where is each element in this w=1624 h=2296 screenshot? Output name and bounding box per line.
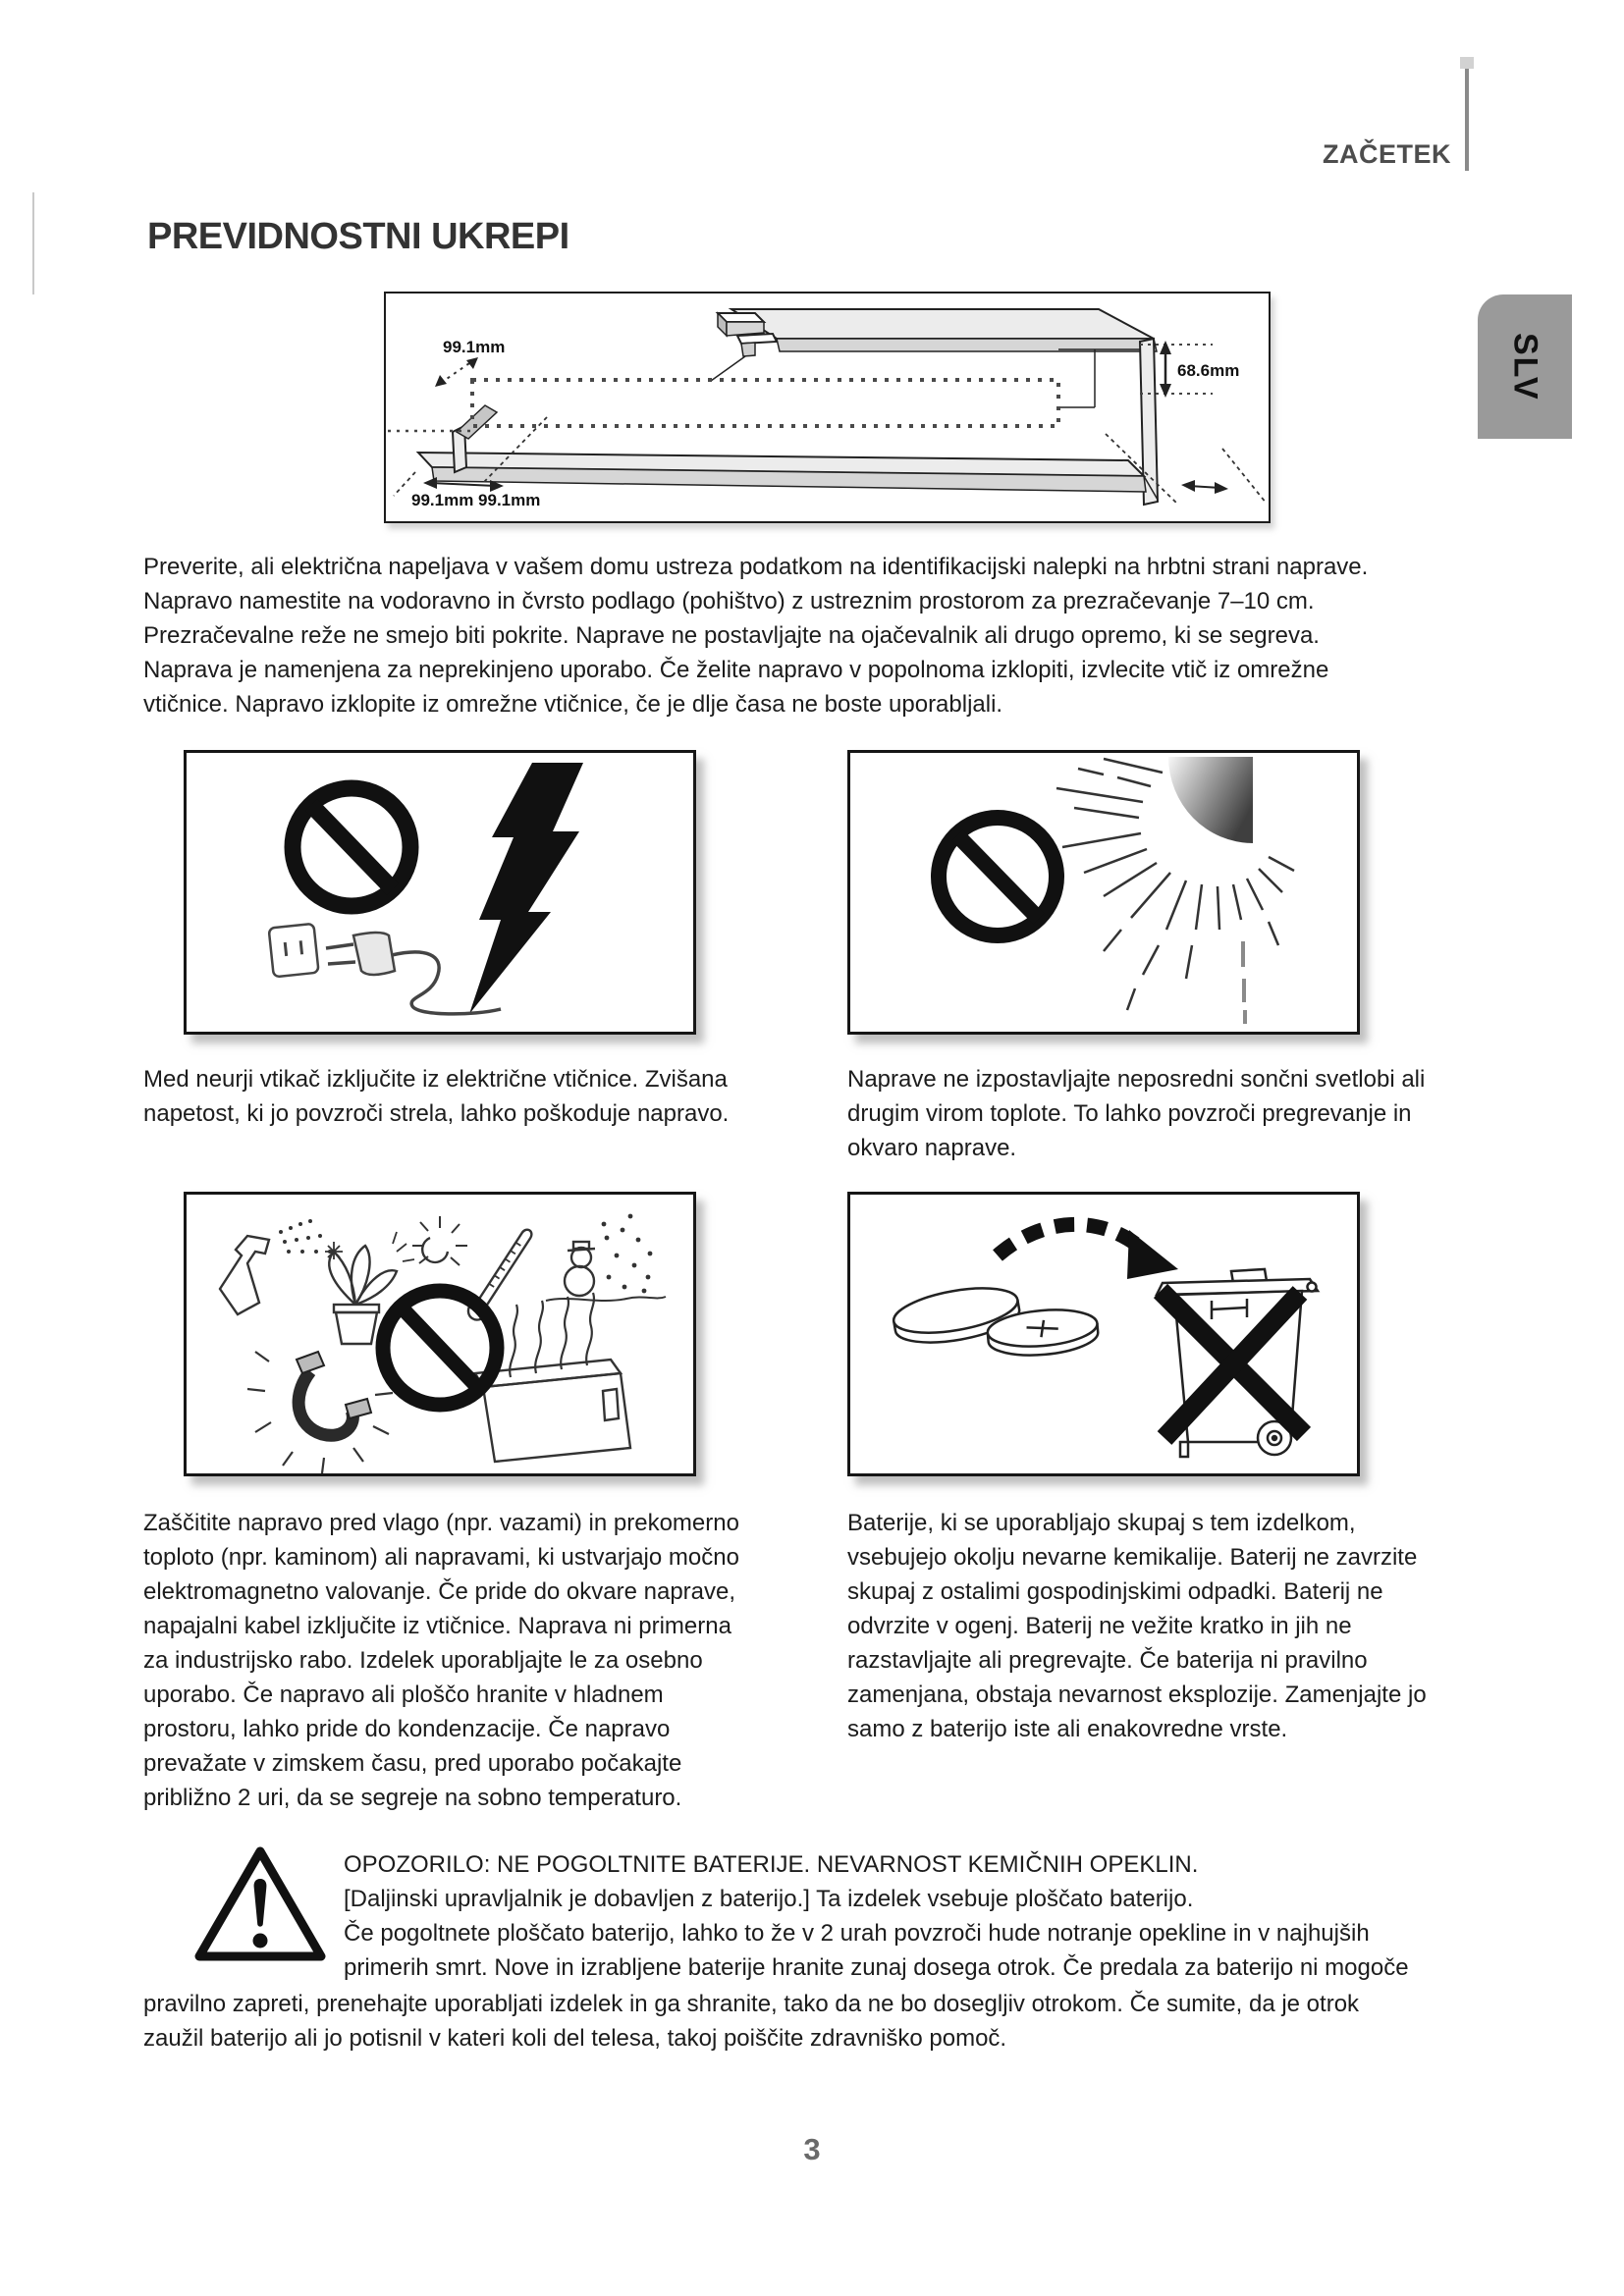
left-edge-mark bbox=[32, 192, 34, 294]
no-moisture-heat-magnetism-icon bbox=[187, 1195, 693, 1473]
notice-line: [Daljinski upravljalnik je dobavljen z baterijo.] Ta izdelek vsebuje ploščato baterijo. bbox=[344, 1886, 1194, 1912]
caption-line: zamenjana, obstaja nevarnost eksplozije. Zamenjajte jo bbox=[847, 1682, 1427, 1708]
intro-line: Preverite, ali električna napeljava v vašem domu ustreza podatkom na identifikacijski nalepki na hrbtni strani naprave. bbox=[143, 554, 1369, 580]
caption-line: samo z baterijo iste ali enakovredne vrste. bbox=[847, 1716, 1288, 1742]
notice-line: zaužil baterijo ali jo potisnil v kateri koli del telesa, takoj poiščite zdravniško pomoč. bbox=[143, 2025, 1007, 2052]
caption-line: Med neurji vtikač izključite iz električne vtičnice. Zvišana bbox=[143, 1066, 728, 1093]
page-number: 3 bbox=[803, 2132, 821, 2166]
page-header: ZAČETEK bbox=[1323, 139, 1451, 169]
mount-diagram-drawing bbox=[386, 294, 1269, 519]
intro-line: vtičnice. Napravo izklopite iz omrežne vtičnice, če je dlje časa ne boste uporabljali. bbox=[143, 691, 1003, 718]
intro-line: Prezračevalne reže ne smejo biti pokrite. Naprave ne postavljajte na ojačevalnik ali drugo opremo, ki se segreva. bbox=[143, 622, 1320, 649]
intro-line: Napravo namestite na vodoravno in čvrsto podlago (pohištvo) z ustreznim prostorom za prezračevanje 7–10 cm. bbox=[143, 588, 1315, 614]
caption-line: drugim virom toplote. To lahko povzroči pregrevanje in bbox=[847, 1100, 1412, 1127]
caption-line: prostoru, lahko pride do kondenzacije. Če napravo bbox=[143, 1716, 671, 1742]
warning-box-battery-disposal bbox=[847, 1192, 1360, 1476]
caption-line: napajalni kabel izključite iz vtičnice. Naprava ni primerna bbox=[143, 1613, 731, 1639]
header-rule-tip bbox=[1460, 57, 1474, 69]
caption-sunlight bbox=[847, 1062, 1425, 1165]
caption-line: približno 2 uri, da se segreje na sobno temperaturo. bbox=[143, 1785, 682, 1811]
caption-line: odvrzite v ogenj. Baterij ne vežite kratko in jih ne bbox=[847, 1613, 1352, 1639]
caption-line: toploto (npr. kaminom) ali napravami, ki ustvarjajo močno bbox=[143, 1544, 739, 1571]
warning-triangle-icon bbox=[191, 1843, 329, 1966]
caption-line: uporabo. Če napravo ali ploščo hranite v hladnem bbox=[143, 1682, 664, 1708]
language-tab-label: SLV bbox=[1506, 332, 1544, 401]
warning-box-sunlight bbox=[847, 750, 1360, 1035]
intro-paragraph bbox=[143, 550, 1368, 721]
language-tab bbox=[1478, 294, 1572, 439]
notice-line: pravilno zapreti, prenehajte uporabljati izdelek in ga shranite, tako da ne bo dosegljiv otrokom. Če sumite, da je otrok bbox=[143, 1991, 1360, 2017]
battery-warning-text-continued bbox=[143, 1987, 1359, 2056]
caption-line: Naprave ne izpostavljajte neposredni sončni svetlobi ali bbox=[847, 1066, 1426, 1093]
caption-line: prevažate v zimskem času, pred uporabo počakajte bbox=[143, 1750, 682, 1777]
dim-label-bottom: 99.1mm 99.1mm bbox=[411, 491, 541, 509]
notice-line: Če pogoltnete ploščato baterijo, lahko to že v 2 urah povzroči hude notranje opekline in v najhujših bbox=[344, 1920, 1370, 1947]
no-direct-sunlight-icon bbox=[850, 753, 1357, 1032]
notice-line: primerih smrt. Nove in izrabljene baterije hranite zunaj dosega otrok. Če predala za baterijo ni mogoče bbox=[344, 1954, 1409, 1981]
warning-box-storm bbox=[184, 750, 696, 1035]
warning-box-environment bbox=[184, 1192, 696, 1476]
dim-label-top: 99.1mm bbox=[443, 338, 506, 356]
caption-line: za industrijsko rabo. Izdelek uporabljajte le za osebno bbox=[143, 1647, 703, 1674]
caption-line: Zaščitite napravo pred vlago (npr. vazami) in prekomerno bbox=[143, 1510, 739, 1536]
caption-line: vsebujejo okolju nevarne kemikalije. Baterij ne zavrzite bbox=[847, 1544, 1418, 1571]
notice-line: OPOZORILO: NE POGOLTNITE BATERIJE. NEVARNOST KEMIČNIH OPEKLIN. bbox=[344, 1851, 1199, 1878]
mount-dimensions-diagram bbox=[384, 292, 1271, 523]
header-rule bbox=[1465, 69, 1469, 171]
caption-environment bbox=[143, 1506, 739, 1815]
page-title: PREVIDNOSTNI UKREPI bbox=[147, 216, 569, 257]
caption-line: Baterije, ki se uporabljajo skupaj s tem izdelkom, bbox=[847, 1510, 1356, 1536]
caption-line: razstavljajte ali pregrevajte. Če baterija ni pravilno bbox=[847, 1647, 1368, 1674]
caption-battery bbox=[847, 1506, 1427, 1746]
dim-label-right: 68.6mm bbox=[1177, 361, 1240, 380]
caption-line: napetost, ki jo povzroči strela, lahko poškoduje napravo. bbox=[143, 1100, 730, 1127]
no-lightning-unplug-icon bbox=[187, 753, 693, 1032]
caption-line: elektromagnetno valovanje. Če pride do okvare naprave, bbox=[143, 1578, 736, 1605]
intro-line: Naprava je namenjena za neprekinjeno uporabo. Če želite napravo v popolnoma izklopiti, izvlecite vtič iz omrežne bbox=[143, 657, 1329, 683]
battery-warning-text bbox=[344, 1847, 1409, 1985]
caption-storm bbox=[143, 1062, 729, 1131]
no-battery-household-trash-icon bbox=[850, 1195, 1357, 1473]
caption-line: skupaj z ostalimi gospodinjskimi odpadki. Baterij ne bbox=[847, 1578, 1383, 1605]
caption-line: okvaro naprave. bbox=[847, 1135, 1017, 1161]
